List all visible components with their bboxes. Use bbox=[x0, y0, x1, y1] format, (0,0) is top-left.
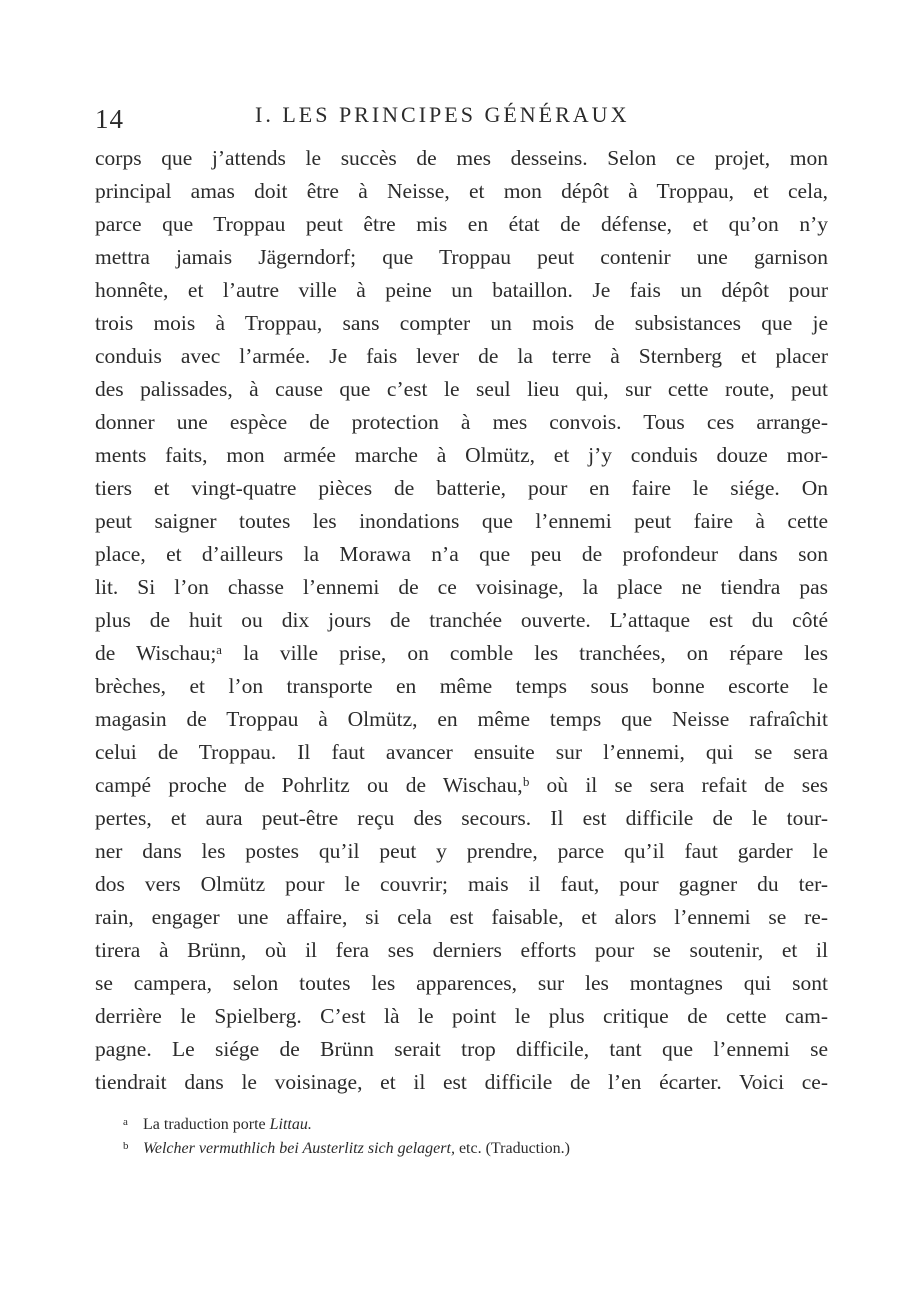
page-number: 14 bbox=[95, 104, 124, 134]
text-line: parce que Troppau peut être mis en état de défense, et qu’on n’y bbox=[95, 212, 828, 236]
text-line: plus de huit ou dix jours de tranchée ouverte. L’attaque est du côté bbox=[95, 608, 828, 632]
footnote bbox=[123, 1137, 828, 1161]
text-line: pagne. Le siége de Brünn serait trop difficile, tant que l’ennemi se bbox=[95, 1037, 828, 1061]
text-line: campé proche de Pohrlitz ou de Wischau,ᵇ où il se sera refait de ses bbox=[95, 773, 828, 797]
text-line: se campera, selon toutes les apparences, sur les montagnes qui sont bbox=[95, 971, 828, 995]
footnote-trailing-text: etc. (Traduction.) bbox=[454, 1140, 570, 1157]
footnote-mark: b bbox=[123, 1140, 129, 1152]
footnote-text bbox=[143, 1140, 570, 1157]
text-line: pertes, et aura peut-être reçu des secours. Il est difficile de le tour- bbox=[95, 806, 828, 830]
text-line: tirera à Brünn, où il fera ses derniers efforts pour se soutenir, et il bbox=[95, 938, 828, 962]
text-line: derrière le Spielberg. C’est là le point le plus critique de cette cam- bbox=[95, 1004, 828, 1028]
footnote-italic-text: Littau. bbox=[269, 1116, 312, 1133]
text-line: rain, engager une affaire, si cela est faisable, et alors l’ennemi se re- bbox=[95, 905, 828, 929]
text-line: tiendrait dans le voisinage, et il est difficile de l’en écarter. Voici ce- bbox=[95, 1070, 828, 1094]
text-line: ments faits, mon armée marche à Olmütz, et j’y conduis douze mor- bbox=[95, 443, 828, 467]
text-line: lit. Si l’on chasse l’ennemi de ce voisinage, la place ne tiendra pas bbox=[95, 575, 828, 599]
text-line: de Wischau;ᵃ la ville prise, on comble les tranchées, on répare les bbox=[95, 641, 828, 665]
footnotes bbox=[95, 1113, 828, 1161]
text-line: corps que j’attends le succès de mes desseins. Selon ce projet, mon bbox=[95, 146, 828, 170]
page-header bbox=[95, 98, 828, 142]
footnote-plain-text: La traduction porte bbox=[143, 1116, 270, 1133]
body-text bbox=[95, 142, 828, 1099]
text-line: celui de Troppau. Il faut avancer ensuite sur l’ennemi, qui se sera bbox=[95, 740, 828, 764]
book-page bbox=[95, 98, 828, 1161]
text-line: mettra jamais Jägerndorf; que Troppau peut contenir une garnison bbox=[95, 245, 828, 269]
running-head: I. LES PRINCIPES GÉNÉRAUX bbox=[255, 102, 630, 127]
text-line: principal amas doit être à Neisse, et mon dépôt à Troppau, et cela, bbox=[95, 179, 828, 203]
text-line: magasin de Troppau à Olmütz, en même temps que Neisse rafraîchit bbox=[95, 707, 828, 731]
footnote-italic-text: Welcher vermuthlich bei Austerlitz sich gelagert, bbox=[143, 1140, 455, 1157]
text-line: trois mois à Troppau, sans compter un mois de subsistances que je bbox=[95, 311, 828, 335]
text-line: peut saigner toutes les inondations que l’ennemi peut faire à cette bbox=[95, 509, 828, 533]
text-line: honnête, et l’autre ville à peine un bataillon. Je fais un dépôt pour bbox=[95, 278, 828, 302]
text-line: dos vers Olmütz pour le couvrir; mais il faut, pour gagner du ter- bbox=[95, 872, 828, 896]
footnote-mark: a bbox=[123, 1116, 128, 1128]
text-line: tiers et vingt-quatre pièces de batterie, pour en faire le siége. On bbox=[95, 476, 828, 500]
text-line: place, et d’ailleurs la Morawa n’a que peu de profondeur dans son bbox=[95, 542, 828, 566]
footnote bbox=[123, 1113, 828, 1137]
footnote-text bbox=[143, 1116, 312, 1133]
text-line: ner dans les postes qu’il peut y prendre, parce qu’il faut garder le bbox=[95, 839, 828, 863]
text-line: brèches, et l’on transporte en même temps sous bonne escorte le bbox=[95, 674, 828, 698]
text-line: des palissades, à cause que c’est le seul lieu qui, sur cette route, peut bbox=[95, 377, 828, 401]
text-line: donner une espèce de protection à mes convois. Tous ces arrange- bbox=[95, 410, 828, 434]
text-line: conduis avec l’armée. Je fais lever de la terre à Sternberg et placer bbox=[95, 344, 828, 368]
